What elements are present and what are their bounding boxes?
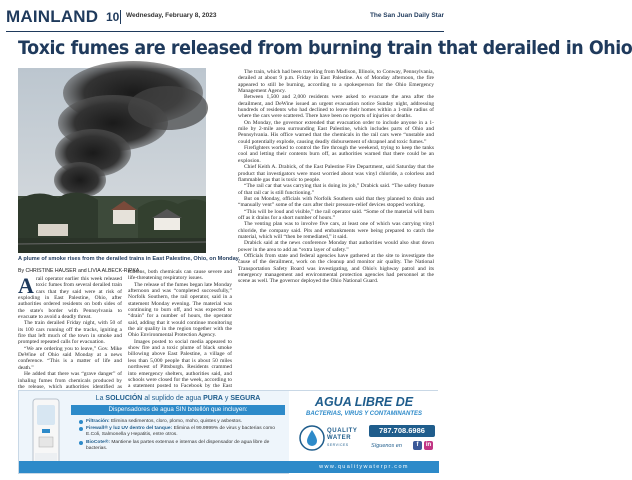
paragraph: Firefighters worked to control the fire through the weekend, trying to keep the tanks cool and letting their contents burn off, as authorities warned that there could be an explosion. (238, 145, 434, 164)
advertisement[interactable] (18, 390, 438, 474)
paragraph: The train derailed Friday night, with 50 of its 100 cars running off the tracks, igniting a fire that left much of the town in smoke and prompted repeated calls for evacuation. (18, 320, 122, 346)
paragraph: “The rail car that was carrying that is doing its job,” Drabick said. “The safety feature of that rail car is still functioning.” (238, 183, 434, 196)
paragraph: On Monday, the governor extended that evacuation order to include anyone in a 1-mile by 2-mile area surrounding East Palestine, which includes parts of Ohio and Pennsylvania. His office warned that the chemicals in the rail cars were “unstable and could potentially explode, causing deadly disbursement of shrapnel and toxic fumes.” (238, 119, 434, 145)
byline: By CHRISTINE HAUSER and LIVIA ALBECK-RIPKA (18, 268, 140, 274)
ad-headline: La SOLUCIÓN al suplido de agua PURA y SEGURA (95, 395, 261, 402)
section-name: MAINLAND (6, 7, 99, 26)
page-number: 10 (106, 10, 120, 24)
ad-feature-item: Filtración: Elimina sedimentos, cloro, plomo, moho, quistes y asbestos. (79, 419, 279, 425)
paragraph: Images posted to social media appeared to show fire and a toxic plume of black smoke billowing above East Palestine, a village of less than 5,000 people that is about 50 miles northwest of Pittsburgh. Residents crammed into emergency shelters, authorities said, and schools were closed for the week, according to a statement posted to Facebook by the East (128, 338, 232, 390)
photo-caption: A plume of smoke rises from the derailed trains in East Palestine, Ohio, on Monday. (18, 256, 240, 262)
paragraph: But on Monday, officials with Norfolk Southern said that they planned to drain and “manually vent” some of the cars after their pressure-relief devices stopped working. (238, 195, 434, 209)
masthead (6, 6, 444, 32)
brand-services: SERVICES (327, 443, 349, 447)
ad-feature-item: Firewall® y luz UV dentro del tanque: Elimina el 99.9999% de virus y bacterias como E.Coli, Salmonella y Hepatitis, entre otros. (79, 426, 279, 438)
ad-feature-list (79, 419, 279, 453)
ad-feature-item: BioCote®: Mantiene las partes externas e internas del dispensador de agua libre de bacterias. (79, 440, 279, 452)
article-column-3 (238, 69, 434, 388)
paragraph: Drabick said at the news conference Monday that authorities would also shut down power in the area to add an “extra layer of safety.” (238, 240, 434, 253)
paragraph: The train, which had been traveling from Madison, Illinois, to Conway, Pennsylvania, derailed at about 9 p.m. Friday in East Palestine. As of Monday afternoon, the fire appeared to still be burning, according to a spokesperson for the Ohio Emergency Management Agency. (238, 69, 434, 95)
instagram-icon[interactable]: in (425, 442, 432, 448)
paragraph: “This will be loud and visible,” the rail operator said. “Some of the material will burn off as it drains for a short number of hours.” (238, 208, 434, 221)
paragraph: Chief Keith A. Drabick, of the East Palestine Fire Department, said Saturday that the product that investigators were most worried about was vinyl chloride, a colorless and flammable gas that is toxic to people. (238, 164, 434, 183)
newspaper-name: The San Juan Daily Star (369, 12, 444, 19)
drop-cap: A (18, 273, 34, 298)
paragraph: The release of the fumes began late Monday afternoon and was “completed successfully,” Norfolk Southern, the rail operator, said in a statement Monday evening. The material was continuing to burn off, and was expected to “drain” for a number of hours, the operator said, adding that it would continue monitoring the air quality in the region together with the Ohio Environmental Protection Agency. (128, 281, 232, 339)
brand-name: QUALITY WATER (327, 428, 358, 441)
ad-website-link[interactable]: www.qualitywaterpr.com (319, 464, 409, 470)
article-column-2 (128, 269, 232, 388)
paragraph: Arail operator earlier this week released toxic fumes from several derailed train cars that they said were at risk of exploding in East Palestine, Ohio, after authorities ordered residents on both sides of the state's border with Pennsylvania to evacuate to avoid a deadly threat. (18, 273, 122, 321)
masthead-divider (120, 10, 121, 24)
article-column-1 (18, 273, 122, 390)
ad-url-band (19, 461, 439, 473)
article-photo (18, 68, 206, 253)
issue-date: Wednesday, February 8, 2023 (126, 12, 217, 19)
water-dispenser-icon (27, 397, 65, 471)
ad-phone-number[interactable]: 787.708.6986 (369, 425, 435, 437)
paragraph: Officials from state and federal agencies have gathered at the site to investigate the cause of the derailment, work on the cleanup and monitor air quality. The National Transportation Safety Board was investigating, and Ohio's highway patrol and its emergency management and environmental protection agencies had personnel at the scene as well. The governor deployed the Ohio National Guard. (238, 252, 434, 285)
ad-subheadline: Dispensadores de agua SIN botellón que incluyen: (71, 405, 285, 415)
paragraph: Between 1,500 and 2,000 residents were asked to evacuate the area after the derailment, and DeWine issued an urgent evacuation notice Sunday night, addressing hundreds of residents who had declined to leave their homes within a 1-mile radius of where the cars were scattered. There have been no reports of injuries or deaths. (238, 94, 434, 120)
quality-water-logo-icon (299, 425, 325, 451)
paragraph: The venting plan was to involve five cars, at least one of which was carrying vinyl chloride, the company said. Pits and embankments were being prepared to catch the material, which will “then be remediated,” it said. (238, 221, 434, 240)
paragraph: He added that there was “grave danger” of inhaling fumes from chemicals produced by the release, which authorities identified as (18, 371, 122, 390)
follow-label: Síguenos en (371, 443, 402, 449)
ad-agua-subtitle: BACTERIAS, VIRUS Y CONTAMINANTES (305, 411, 422, 417)
article-headline: Toxic fumes are released from burning train that derailed in Ohio (18, 37, 632, 59)
ad-agua-title: AGUA LIBRE DE (314, 395, 414, 409)
facebook-icon[interactable]: f (413, 441, 422, 450)
paragraph: “We are ordering you to leave,” Gov. Mike DeWine of Ohio said Monday at a news conference. “This is a matter of life and death.” (18, 345, 122, 371)
paragraph: trations, both chemicals can cause severe and life-threatening respiratory issues. (128, 269, 232, 282)
